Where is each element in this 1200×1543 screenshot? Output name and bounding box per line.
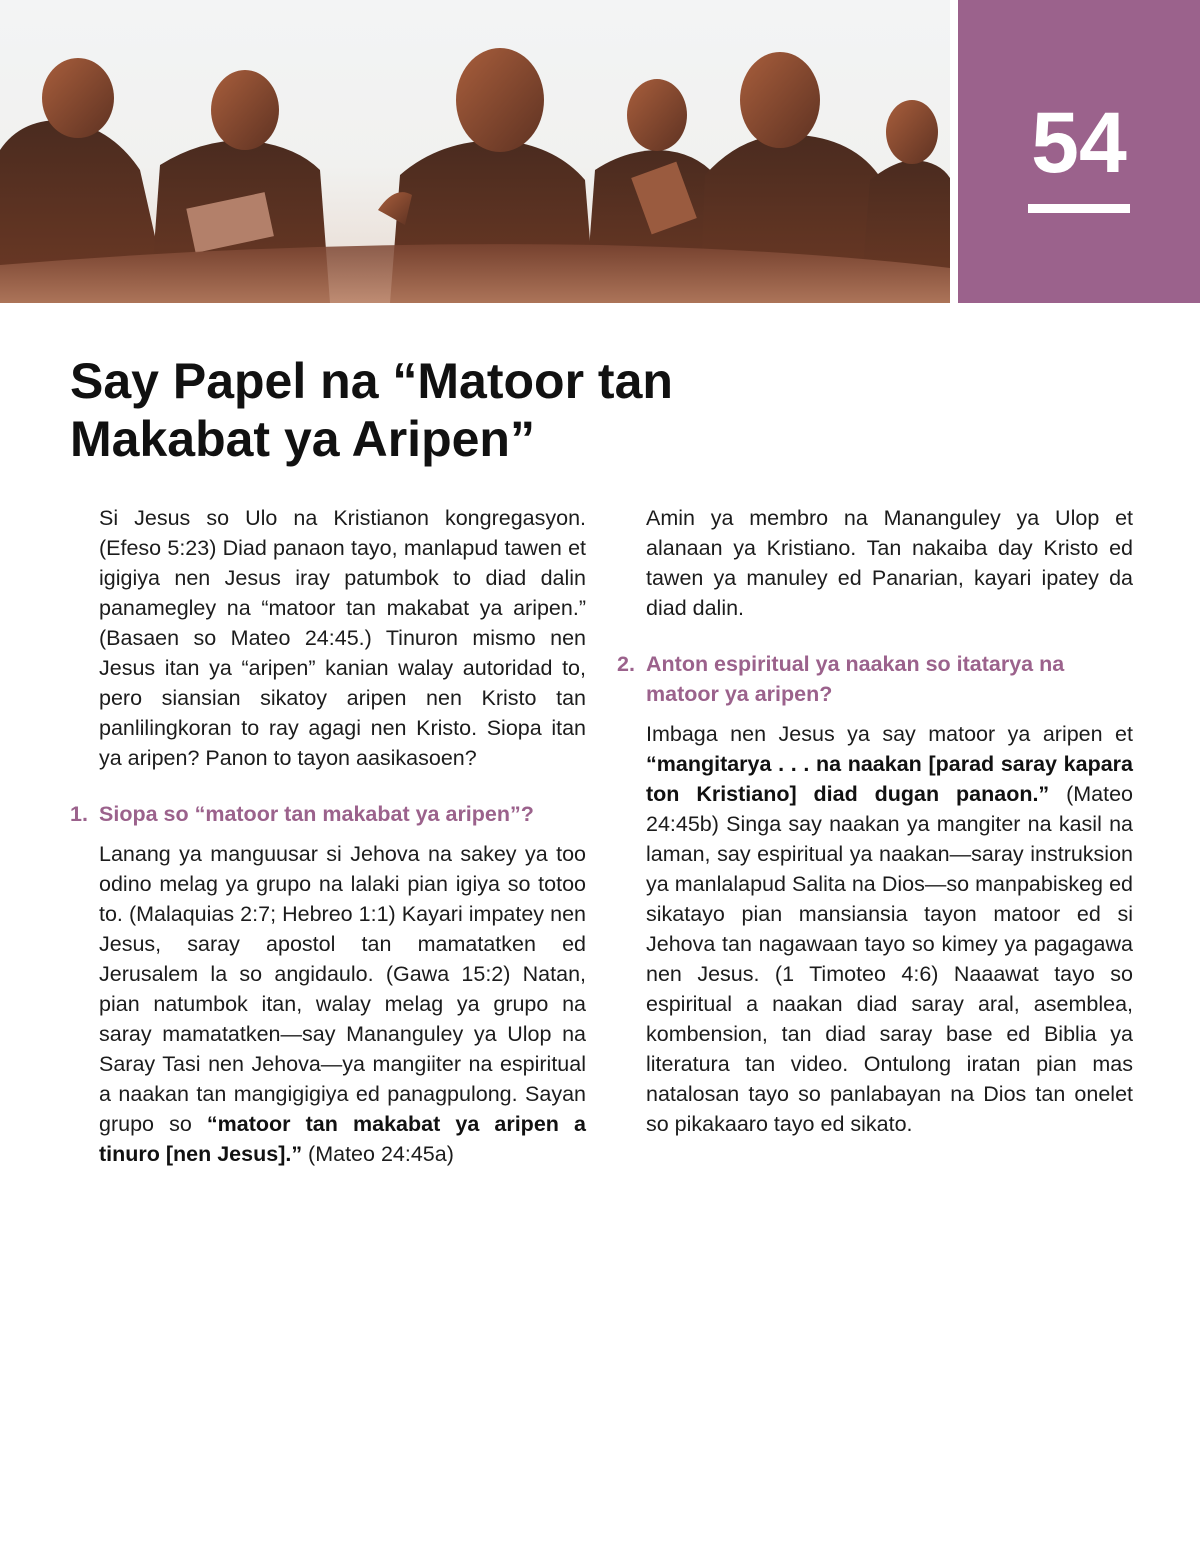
question-2-heading <box>617 649 1133 709</box>
question-2-text: Anton espiritual ya naakan so itatarya na matoor ya aripen? <box>646 652 1065 706</box>
answer-1-reference: (Mateo 24:45a) <box>302 1142 454 1166</box>
answer-2-rest: (Mateo 24:45b) Singa say naakan ya mangiter na kasil na laman, say espiritual ya naakan—saray instruksion ya manlalapud Salita na Dios—so manpabiskeg ed sikatayo pian mansiansia tayon matoor ed si Jehova tan nagawaan tayo so kimey ya pagagawa nen Jesus. (1 Timoteo 4:6) Naaawat tayo so espiritual a naakan diad saray aral, asemblea, kombension, tan diad saray base ed Biblia ya literatura tan video. Ontulong iratan pian mas natalosan tayo so panlabayan na Dios tan onelet so pikakaaro tayo ed sikato. <box>646 782 1133 1136</box>
lesson-number-box <box>958 0 1200 303</box>
question-1-text: Siopa so “matoor tan makabat ya aripen”? <box>99 802 534 826</box>
elders-meeting-illustration <box>0 0 950 303</box>
answer-1-continuation: Amin ya membro na Mananguley ya Ulop et alanaan ya Kristiano. Tan nakaiba day Kristo ed tawen ya manuley ed Panarian, kayari ipatey da diad dalin. <box>646 506 1133 620</box>
question-1-number: 1. <box>70 802 88 826</box>
answer-2-text: Imbaga nen Jesus ya say matoor ya aripen et <box>646 722 1133 746</box>
left-column <box>70 503 586 1169</box>
right-column <box>617 503 1133 1139</box>
answer-1-bold-quote: “matoor tan makabat ya aripen a tinuro [nen Jesus].” <box>99 1112 586 1166</box>
lesson-number: 54 <box>1031 95 1127 191</box>
answer-1-text: Lanang ya manguusar si Jehova na sakey ya too odino melag ya grupo na lalaki pian igiya so totoo to. (Malaquias 2:7; Hebreo 1:1) Kayari impatey nen Jesus, saray apostol tan mamatatken ed Jerusalem la so angidaulo. (Gawa 15:2) Natan, pian natumbok itan, walay melag ya grupo na saray mamatatken—say Mananguley ya Ulop na Saray Tasi nen Jehova—ya mangiiter na espiritual a naakan tan mangigigiya ed panagpulong. Sayan grupo so <box>99 842 586 1136</box>
lesson-underline <box>1028 204 1130 213</box>
question-2-number: 2. <box>617 652 635 676</box>
answer-2-bold-quote: “mangitarya . . . na naakan [parad saray kapara ton Kristiano] diad dugan panaon.” <box>646 752 1133 806</box>
header-illustration <box>0 0 950 303</box>
answer-2-paragraph <box>646 719 1133 1139</box>
question-1-heading <box>70 799 586 829</box>
title-line-2: Makabat ya Aripen” <box>70 411 535 467</box>
page-title <box>70 352 830 468</box>
intro-paragraph: Si Jesus so Ulo na Kristianon kongregasyon. (Efeso 5:23) Diad panaon tayo, manlapud tawen et igigiya nen Jesus iray patumbok to diad dalin panamegley na “matoor tan makabat ya aripen.” (Basaen so Mateo 24:45.) Tinuron mismo nen Jesus itan ya “aripen” kanian walay autoridad to, pero siansian sikatoy aripen nen Kristo tan panlilingkoran to ray agagi nen Kristo. Siopa itan ya aripen? Panon to tayon aasikasoen? <box>99 506 586 770</box>
title-line-1: Say Papel na “Matoor tan <box>70 353 673 409</box>
answer-1-paragraph <box>99 839 586 1169</box>
